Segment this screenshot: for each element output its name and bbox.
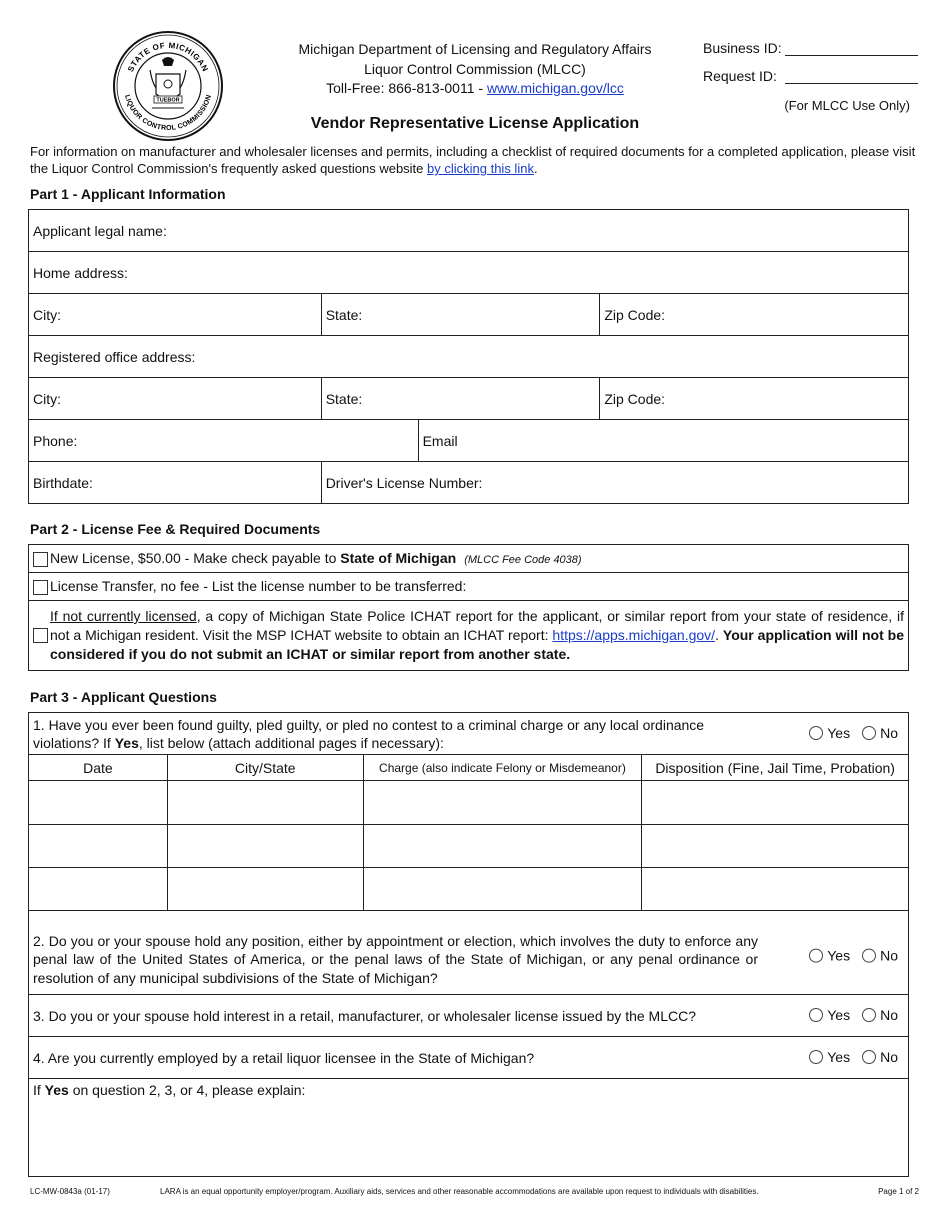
part1-title: Part 1 - Applicant Information xyxy=(30,186,226,202)
office-city-field[interactable] xyxy=(29,378,322,420)
phone-label: Phone: xyxy=(33,432,78,449)
charge-cell[interactable] xyxy=(363,825,642,868)
col-date: Date xyxy=(29,755,168,781)
col-disposition: Disposition (Fine, Jail Time, Probation) xyxy=(642,755,909,781)
col-city-state: City/State xyxy=(167,755,363,781)
form-number: LC-MW-0843a (01-17) xyxy=(30,1187,110,1196)
city-label: City: xyxy=(33,306,61,323)
table-row xyxy=(29,868,909,911)
office-state-field[interactable] xyxy=(321,378,600,420)
seal-top-text: STATE OF MICHIGAN xyxy=(126,40,210,74)
new-license-label: New License, $50.00 - Make check payable to xyxy=(50,550,341,566)
q2-yes-radio[interactable] xyxy=(809,946,850,965)
date-cell[interactable] xyxy=(29,868,168,911)
ichat-requirement-text xyxy=(50,607,904,664)
ichat-description: , a copy of Michigan State Police ICHAT report for the applicant, or similar report from your state of residence, if not a Michigan resident. Visit the MSP ICHAT website to obtain an ICHAT report: xyxy=(50,608,904,643)
no-label: No xyxy=(880,1048,898,1065)
new-license-checkbox[interactable] xyxy=(33,552,48,567)
email-field[interactable] xyxy=(418,420,908,462)
radio-circle xyxy=(809,726,823,740)
col-charge: Charge (also indicate Felony or Misdemeanor) xyxy=(363,755,642,781)
q3-text: 3. Do you or your spouse hold interest in a retail, manufacturer, or wholesaler license issued by the MLCC? xyxy=(33,1007,697,1024)
q4-no-radio[interactable] xyxy=(862,1049,898,1065)
explanation-field[interactable] xyxy=(29,1079,909,1177)
question-1 xyxy=(29,713,909,755)
charge-cell[interactable] xyxy=(363,781,642,825)
drivers-license-label: Driver's License Number: xyxy=(325,474,483,491)
disposition-cell[interactable] xyxy=(642,868,909,911)
radio-circle xyxy=(809,948,823,962)
intro-paragraph xyxy=(30,143,922,177)
no-label: No xyxy=(880,1006,898,1023)
disposition-cell[interactable] xyxy=(642,781,909,825)
q2-text: 2. Do you or your spouse hold any position, either by appointment or election, which involves the duty to enforce any penal law of the United States of America, or the penal laws of the State of Michigan, or any penal ordinance or resolution of any municipal subdivisions of the State of Michigan? xyxy=(33,932,758,986)
no-label: No xyxy=(880,724,898,741)
business-id-label: Business ID: xyxy=(703,40,782,56)
fee-documents-table xyxy=(28,544,909,671)
part2-title: Part 2 - License Fee & Required Documents xyxy=(30,521,321,537)
q4-options xyxy=(797,1049,898,1067)
yes-label: Yes xyxy=(827,1048,851,1065)
radio-circle xyxy=(862,1050,876,1064)
ichat-warning: Your application will not be considered if you do not submit an ICHAT or similar report from another state. xyxy=(50,627,904,662)
request-id-field[interactable] xyxy=(785,64,918,84)
ichat-separator: . xyxy=(715,627,723,643)
yes-label: Yes xyxy=(827,724,851,741)
home-city-field[interactable] xyxy=(29,294,322,336)
q1-yes-radio[interactable] xyxy=(809,724,850,742)
disposition-cell[interactable] xyxy=(642,825,909,868)
drivers-license-field[interactable] xyxy=(321,462,908,504)
city-label: City: xyxy=(33,390,61,407)
legal-name-label: Applicant legal name: xyxy=(33,222,167,239)
home-address-field[interactable] xyxy=(29,252,909,294)
applicant-questions-table xyxy=(28,712,909,1177)
yes-label: Yes xyxy=(827,947,851,964)
date-cell[interactable] xyxy=(29,825,168,868)
city-state-cell[interactable] xyxy=(167,781,363,825)
website-link[interactable]: www.michigan.gov/lcc xyxy=(486,80,624,96)
ichat-condition: If not currently licensed xyxy=(50,608,197,624)
city-state-cell[interactable] xyxy=(167,868,363,911)
home-zip-field[interactable] xyxy=(600,294,909,336)
legal-name-field[interactable] xyxy=(29,210,909,252)
contact-line xyxy=(250,79,700,99)
part3-title: Part 3 - Applicant Questions xyxy=(30,689,217,705)
question-3 xyxy=(29,995,909,1037)
agency-header xyxy=(250,40,700,99)
registered-office-field[interactable] xyxy=(29,336,909,378)
home-state-field[interactable] xyxy=(321,294,600,336)
new-license-text xyxy=(50,550,582,566)
registered-office-label: Registered office address: xyxy=(33,348,196,365)
q3-yes-radio[interactable] xyxy=(809,1007,850,1023)
radio-circle xyxy=(862,948,876,962)
table-row xyxy=(29,825,909,868)
applicant-info-table xyxy=(28,209,909,504)
radio-circle xyxy=(809,1008,823,1022)
eeo-notice: LARA is an equal opportunity employer/program. Auxiliary aids, services and other reasonable accommodations are available upon request to individuals with disabilities. xyxy=(160,1187,759,1196)
mlcc-use-ids xyxy=(703,36,918,113)
page-number: Page 1 of 2 xyxy=(878,1187,919,1196)
seal-bottom-text: LIQUOR CONTROL COMMISSION xyxy=(123,93,214,133)
q2-no-radio[interactable] xyxy=(862,946,898,965)
agency-name: Michigan Department of Licensing and Regulatory Affairs xyxy=(298,41,652,57)
payee-name: State of Michigan xyxy=(340,550,457,566)
zip-label: Zip Code: xyxy=(604,390,666,407)
table-row xyxy=(29,781,909,825)
zip-label: Zip Code: xyxy=(604,306,666,323)
license-transfer-checkbox[interactable] xyxy=(33,580,48,595)
phone-field[interactable] xyxy=(29,420,419,462)
charge-cell[interactable] xyxy=(363,868,642,911)
birthdate-label: Birthdate: xyxy=(33,474,93,491)
question-2 xyxy=(29,911,909,995)
q1-yes-emphasis: Yes xyxy=(114,734,139,751)
email-label: Email xyxy=(422,432,458,449)
explain-text-end: on question 2, 3, or 4, please explain: xyxy=(68,1082,306,1098)
yes-label: Yes xyxy=(827,1006,851,1023)
mlcc-use-note: (For MLCC Use Only) xyxy=(784,98,910,113)
q2-options xyxy=(797,946,898,967)
explain-yes: Yes xyxy=(44,1082,69,1098)
q4-yes-radio[interactable] xyxy=(809,1049,850,1065)
state-label: State: xyxy=(325,306,363,323)
q1-text: 1. Have you ever been found guilty, pled guilty, or pled no contest to a criminal charge or any local ordinance violations? If xyxy=(33,716,705,751)
fee-code: (MLCC Fee Code 4038) xyxy=(464,554,582,566)
radio-circle xyxy=(862,726,876,740)
q1-no-radio[interactable] xyxy=(862,724,898,742)
q3-options xyxy=(797,1007,898,1025)
question-4 xyxy=(29,1037,909,1079)
ichat-link[interactable]: https://apps.michigan.gov/ xyxy=(552,627,716,643)
radio-circle xyxy=(862,1008,876,1022)
faq-link[interactable]: by clicking this link xyxy=(427,161,534,176)
commission-name: Liquor Control Commission (MLCC) xyxy=(364,60,586,77)
seal-banner-text: TUEBOR xyxy=(156,97,180,104)
intro-text: For information on manufacturer and wholesaler licenses and permits, including a checklist of required documents for a completed application, please visit the Liquor Control Commission's frequently asked questions website xyxy=(30,144,916,176)
q4-text: 4. Are you currently employed by a retail liquor licensee in the State of Michigan? xyxy=(33,1049,535,1066)
q1-options xyxy=(797,724,898,744)
state-label: State: xyxy=(325,390,363,407)
birthdate-field[interactable] xyxy=(29,462,322,504)
home-address-label: Home address: xyxy=(33,264,128,281)
request-id-label: Request ID: xyxy=(703,68,777,84)
intro-end: . xyxy=(533,161,538,176)
license-transfer-label: License Transfer, no fee - List the license number to be transferred: xyxy=(50,578,467,594)
radio-circle xyxy=(809,1050,823,1064)
toll-free-text: Toll-Free: 866-813-0011 - xyxy=(326,80,487,96)
city-state-cell[interactable] xyxy=(167,825,363,868)
office-zip-field[interactable] xyxy=(600,378,909,420)
date-cell[interactable] xyxy=(29,781,168,825)
page-title: Vendor Representative License Application xyxy=(310,115,640,132)
explain-text: If xyxy=(33,1082,45,1098)
q1-text-end: , list below (attach additional pages if necessary): xyxy=(138,734,444,751)
q3-no-radio[interactable] xyxy=(862,1007,898,1023)
business-id-field[interactable] xyxy=(785,28,918,56)
no-label: No xyxy=(880,947,898,964)
ichat-checkbox[interactable] xyxy=(33,628,48,643)
